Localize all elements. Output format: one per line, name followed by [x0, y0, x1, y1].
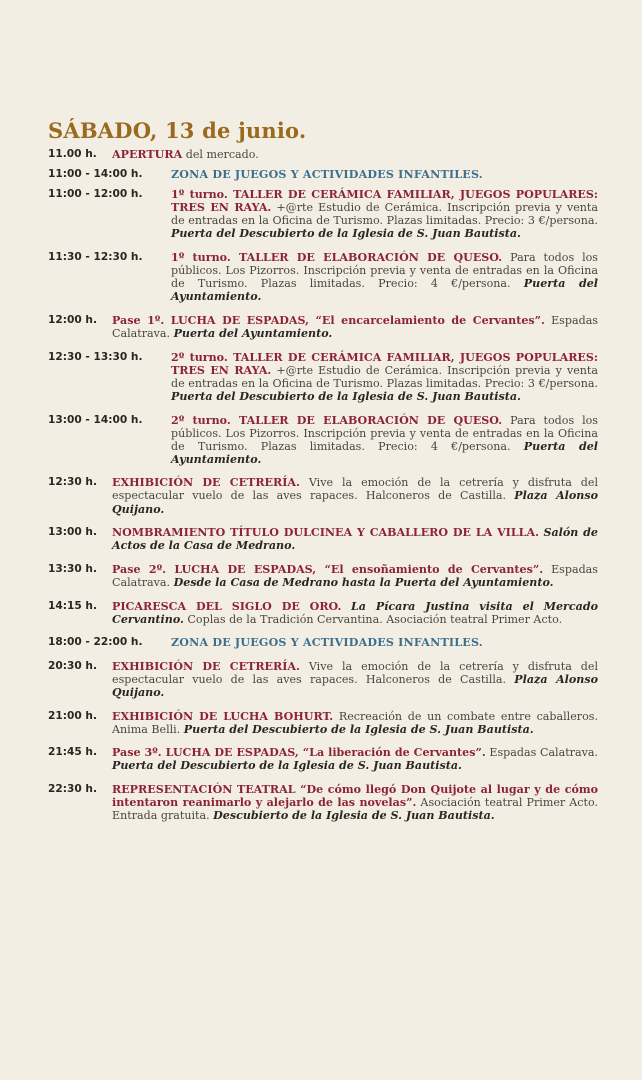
- event-text: Recreación de un combate entre caballeros. Anima Belli.: [112, 709, 598, 736]
- event-title: ZONA DE JUEGOS Y ACTIVIDADES INFANTILES.: [171, 168, 483, 182]
- event-desc: [171, 414, 598, 466]
- event-row: [48, 476, 598, 515]
- event-title: 1º turno. TALLER DE CERÁMICA FAMILIAR, JUEGOS POPULARES: TRES EN RAYA.: [171, 188, 598, 215]
- event-time: 12:30 - 13:30 h.: [48, 350, 143, 363]
- event-location: Puerta del Descubierto de la Iglesia de S. Juan Bautista.: [112, 759, 462, 773]
- event-row: [48, 148, 598, 161]
- event-text: +@rte Estudio de Cerámica. Inscripción previa y venta de entradas en la Oficina de Turismo. Plazas limitadas. Precio: 3 €/persona.: [171, 363, 598, 390]
- event-time: 13:00 - 14:00 h.: [48, 413, 143, 426]
- event-location: Puerta del Descubierto de la Iglesia de S. Juan Bautista.: [171, 227, 521, 241]
- page-title: SÁBADO, 13 de junio.: [48, 118, 307, 143]
- event-text: Espadas Calatrava.: [112, 562, 598, 589]
- event-row: [48, 414, 598, 466]
- event-text: del mercado.: [182, 148, 259, 161]
- event-title: 2º turno. TALLER DE ELABORACIÓN DE QUESO.: [171, 413, 503, 427]
- event-title: APERTURA: [112, 148, 183, 161]
- event-desc: [171, 188, 598, 240]
- event-text: [341, 600, 351, 613]
- event-desc: [171, 168, 598, 181]
- event-location: Salón de Actos de la Casa de Medrano.: [112, 526, 598, 553]
- event-row: [48, 600, 598, 626]
- event-location: Puerta del Descubierto de la Iglesia de S. Juan Bautista.: [171, 389, 521, 403]
- event-desc: [171, 251, 598, 303]
- event-time: 13:30 h.: [48, 562, 97, 575]
- event-row: [48, 636, 598, 649]
- event-time: 11:30 - 12:30 h.: [48, 251, 143, 264]
- event-text: Para todos los públicos. Los Pizorros. Inscripción previa y venta de entradas en la Oficina de Turismo. Plazas limitadas. Precio: 4 €/persona.: [171, 413, 598, 453]
- event-desc: [112, 314, 598, 340]
- event-text: +@rte Estudio de Cerámica. Inscripción previa y venta de entradas en la Oficina de Turismo. Plazas limitadas. Precio: 3 €/persona.: [171, 201, 598, 228]
- event-title: Pase 1º. LUCHA DE ESPADAS, “El encarcelamiento de Cervantes”.: [112, 313, 545, 327]
- event-row: [48, 660, 598, 699]
- event-location: Puerta del Ayuntamiento.: [173, 327, 333, 341]
- event-desc: [112, 476, 598, 515]
- event-time: 18:00 - 22:00 h.: [48, 636, 143, 649]
- event-text: Vive la emoción de la cetrería y disfruta del espectacular vuelo de las aves rapaces. Halconeros de Castilla.: [112, 476, 598, 503]
- event-time: 11.00 h.: [48, 148, 97, 160]
- event-desc: [112, 710, 598, 736]
- event-title: 2º turno. TALLER DE CERÁMICA FAMILIAR, JUEGOS POPULARES: TRES EN RAYA.: [171, 350, 598, 377]
- event-row: [48, 710, 598, 736]
- event-row: [48, 351, 598, 403]
- event-row: [48, 783, 598, 822]
- event-row: [48, 168, 598, 181]
- event-desc: [112, 660, 598, 699]
- event-desc: [112, 148, 598, 161]
- event-text: Asociación teatral Primer Acto. Entrada gratuita.: [112, 796, 598, 823]
- event-location: Plaza Alonso Quijano.: [112, 489, 598, 516]
- event-desc: [112, 526, 598, 552]
- event-location: Puerta del Ayuntamiento.: [171, 277, 598, 304]
- event-location: Puerta del Descubierto de la Iglesia de S. Juan Bautista.: [183, 722, 534, 736]
- event-title: 1º turno. TALLER DE ELABORACIÓN DE QUESO.: [171, 251, 503, 265]
- event-title: Pase 3º. LUCHA DE ESPADAS, “La liberación de Cervantes”.: [112, 746, 486, 760]
- event-location: Descubierto de la Iglesia de S. Juan Bautista.: [213, 809, 495, 823]
- event-text: Espadas Calatrava.: [485, 746, 598, 760]
- event-location: Plaza Alonso Quijano.: [112, 672, 598, 699]
- event-location: La Pícara Justina visita el Mercado Cervantino.: [112, 599, 598, 626]
- event-row: [48, 314, 598, 340]
- event-desc: [112, 600, 598, 626]
- event-title: EXHIBICIÓN DE LUCHA BOHURT.: [112, 709, 334, 723]
- event-row: [48, 746, 598, 772]
- event-desc: [112, 746, 598, 772]
- event-time: 21:00 h.: [48, 709, 97, 722]
- event-desc: [112, 783, 598, 822]
- event-title: REPRESENTACIÓN TEATRAL “De cómo llegó Don Quijote al lugar y de cómo intentaron reanimarlo y alejarlo de las novelas”.: [112, 782, 598, 810]
- event-time: 21:45 h.: [48, 746, 97, 759]
- event-desc: [112, 563, 598, 589]
- event-title: Pase 2º. LUCHA DE ESPADAS, “El ensoñamiento de Cervantes”.: [112, 562, 544, 576]
- event-text: Para todos los públicos. Los Pizorros. Inscripción previa y venta de entradas en la Oficina de Turismo. Plazas limitadas. Precio: 4 €/persona.: [171, 251, 598, 291]
- event-time: 12:00 h.: [48, 313, 97, 326]
- event-row: [48, 251, 598, 303]
- event-time: 11:00 - 12:00 h.: [48, 188, 143, 201]
- event-row: [48, 188, 598, 240]
- event-title: EXHIBICIÓN DE CETRERÍA.: [112, 659, 300, 673]
- event-text-2: Coplas de la Tradición Cervantina. Asociación teatral Primer Acto.: [183, 612, 563, 626]
- event-desc: [171, 351, 598, 403]
- event-desc: [171, 636, 598, 649]
- event-time: 11:00 - 14:00 h.: [48, 168, 143, 181]
- event-location: Puerta del Ayuntamiento.: [171, 439, 598, 466]
- event-text: Vive la emoción de la cetrería y disfruta del espectacular vuelo de las aves rapaces. Halconeros de Castilla.: [112, 659, 598, 686]
- event-row: [48, 526, 598, 552]
- event-title: EXHIBICIÓN DE CETRERÍA.: [112, 476, 300, 490]
- event-text: Espadas Calatrava.: [112, 313, 598, 341]
- event-time: 14:15 h.: [48, 599, 97, 612]
- event-time: 22:30 h.: [48, 782, 97, 795]
- event-title: PICARESCA DEL SIGLO DE ORO.: [112, 599, 342, 613]
- event-time: 12:30 h.: [48, 476, 97, 489]
- event-time: 20:30 h.: [48, 659, 97, 672]
- event-time: 13:00 h.: [48, 526, 97, 539]
- event-title: NOMBRAMIENTO TÍTULO DULCINEA Y CABALLERO DE LA VILLA.: [112, 526, 539, 540]
- event-location: Desde la Casa de Medrano hasta la Puerta del Ayuntamiento.: [173, 575, 554, 589]
- event-row: [48, 563, 598, 589]
- event-title: ZONA DE JUEGOS Y ACTIVIDADES INFANTILES.: [171, 636, 483, 650]
- schedule: [48, 118, 598, 833]
